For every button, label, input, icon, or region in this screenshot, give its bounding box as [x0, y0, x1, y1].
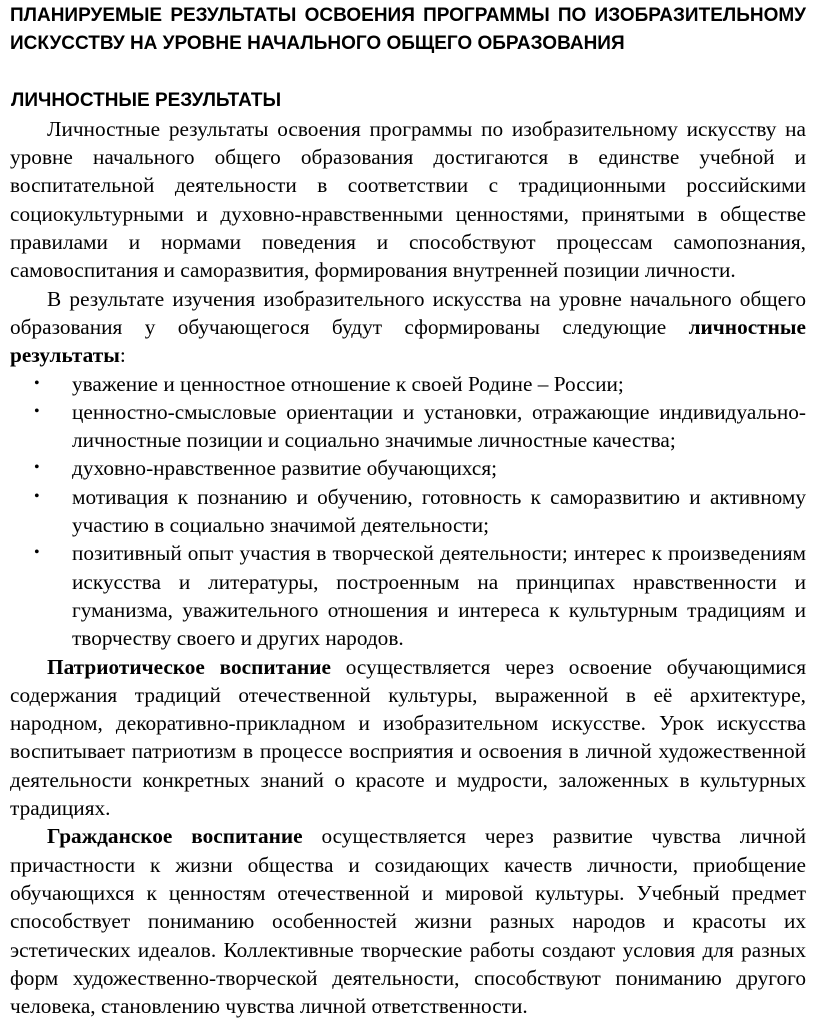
list-item: [10, 454, 806, 482]
section-heading: ЛИЧНОСТНЫЕ РЕЗУЛЬТАТЫ: [11, 89, 282, 111]
list-item: [10, 398, 806, 455]
paragraph-civic-text: осуществляется через развитие чувства личной причастности к жизни общества и созидающих качеств личности, приобщение обучающихся к ценностям отечественной и мировой культуры. Учебный предмет способствует пониманию особенностей жизни разных народов и красоты их эстетических идеалов. Коллективные творческие работы создают условия для разных форм художественно-творческой деятельности, способствуют пониманию другого человека, становлению чувства личной ответственности.: [10, 824, 806, 1019]
paragraph-patriotic: [10, 653, 806, 823]
document-title: ПЛАНИРУЕМЫЕ РЕЗУЛЬТАТЫ ОСВОЕНИЯ ПРОГРАММЫ ПО ИЗОБРАЗИТЕЛЬНОМУ ИСКУССТВУ НА УРОВНЕ НАЧАЛЬНОГО ОБЩЕГО ОБРАЗОВАНИЯ: [10, 5, 806, 55]
list-item: [10, 483, 806, 540]
paragraph-results: [10, 285, 806, 370]
list-item-text: мотивация к познанию и обучению, готовность к саморазвитию и активному участию в социально значимой деятельности;: [72, 484, 806, 538]
paragraph-intro: Личностные результаты освоения программы по изобразительному искусству на уровне начального общего образования достигаются в единстве учебной и воспитательной деятельности в соответствии с традиционными российскими социокультурными и духовно-нравственными ценностями, принятыми в обществе правилами и нормами поведения и способствуют процессам самопознания, самовоспитания и саморазвития, формирования внутренней позиции личности.: [10, 116, 806, 283]
bullet-icon: •: [34, 374, 40, 392]
paragraph-patriotic-bold: Патриотическое воспитание: [47, 654, 331, 679]
bullet-icon: •: [34, 459, 40, 477]
list-item: [10, 370, 806, 398]
list-item-text: уважение и ценностное отношение к своей Родине – России;: [72, 371, 624, 396]
paragraph-civic: [10, 822, 806, 1020]
bullet-icon: •: [34, 544, 40, 562]
bullet-icon: •: [34, 402, 40, 420]
list-item-text: ценностно-смысловые ориентации и установки, отражающие индивидуально-личностные позиции и социально значимые личностные качества;: [72, 399, 806, 453]
list-item-text: позитивный опыт участия в творческой деятельности; интерес к произведениям искусства и литературы, построенным на принципах нравственности и гуманизма, уважительного отношения и интереса к культурным традициям и творчеству своего и других народов.: [72, 541, 806, 651]
paragraph-results-bold: личностные результаты: [10, 314, 806, 368]
document-page: [10, 2, 806, 1020]
bullet-icon: •: [34, 487, 40, 505]
list-item-text: духовно-нравственное развитие обучающихся;: [72, 456, 498, 481]
results-list: [10, 370, 806, 653]
list-item: [10, 539, 806, 652]
paragraph-results-text: В результате изучения изобразительного искусства на уровне начального общего образования у обучающегося будут сформированы следующие: [10, 286, 806, 339]
paragraph-results-tail: :: [119, 343, 126, 368]
paragraph-patriotic-text: осуществляется через освоение обучающимися содержания традиций отечественной культуры, выраженной в её архитектуре, народном, декоративно-прикладном и изобразительном искусстве. Урок искусства воспитывает патриотизм в процессе восприятия и освоения в личной художественной деятельности конкретных знаний о красоте и мудрости, заложенных в культурных традициях.: [10, 654, 806, 821]
paragraph-civic-bold: Гражданское воспитание: [47, 824, 303, 849]
